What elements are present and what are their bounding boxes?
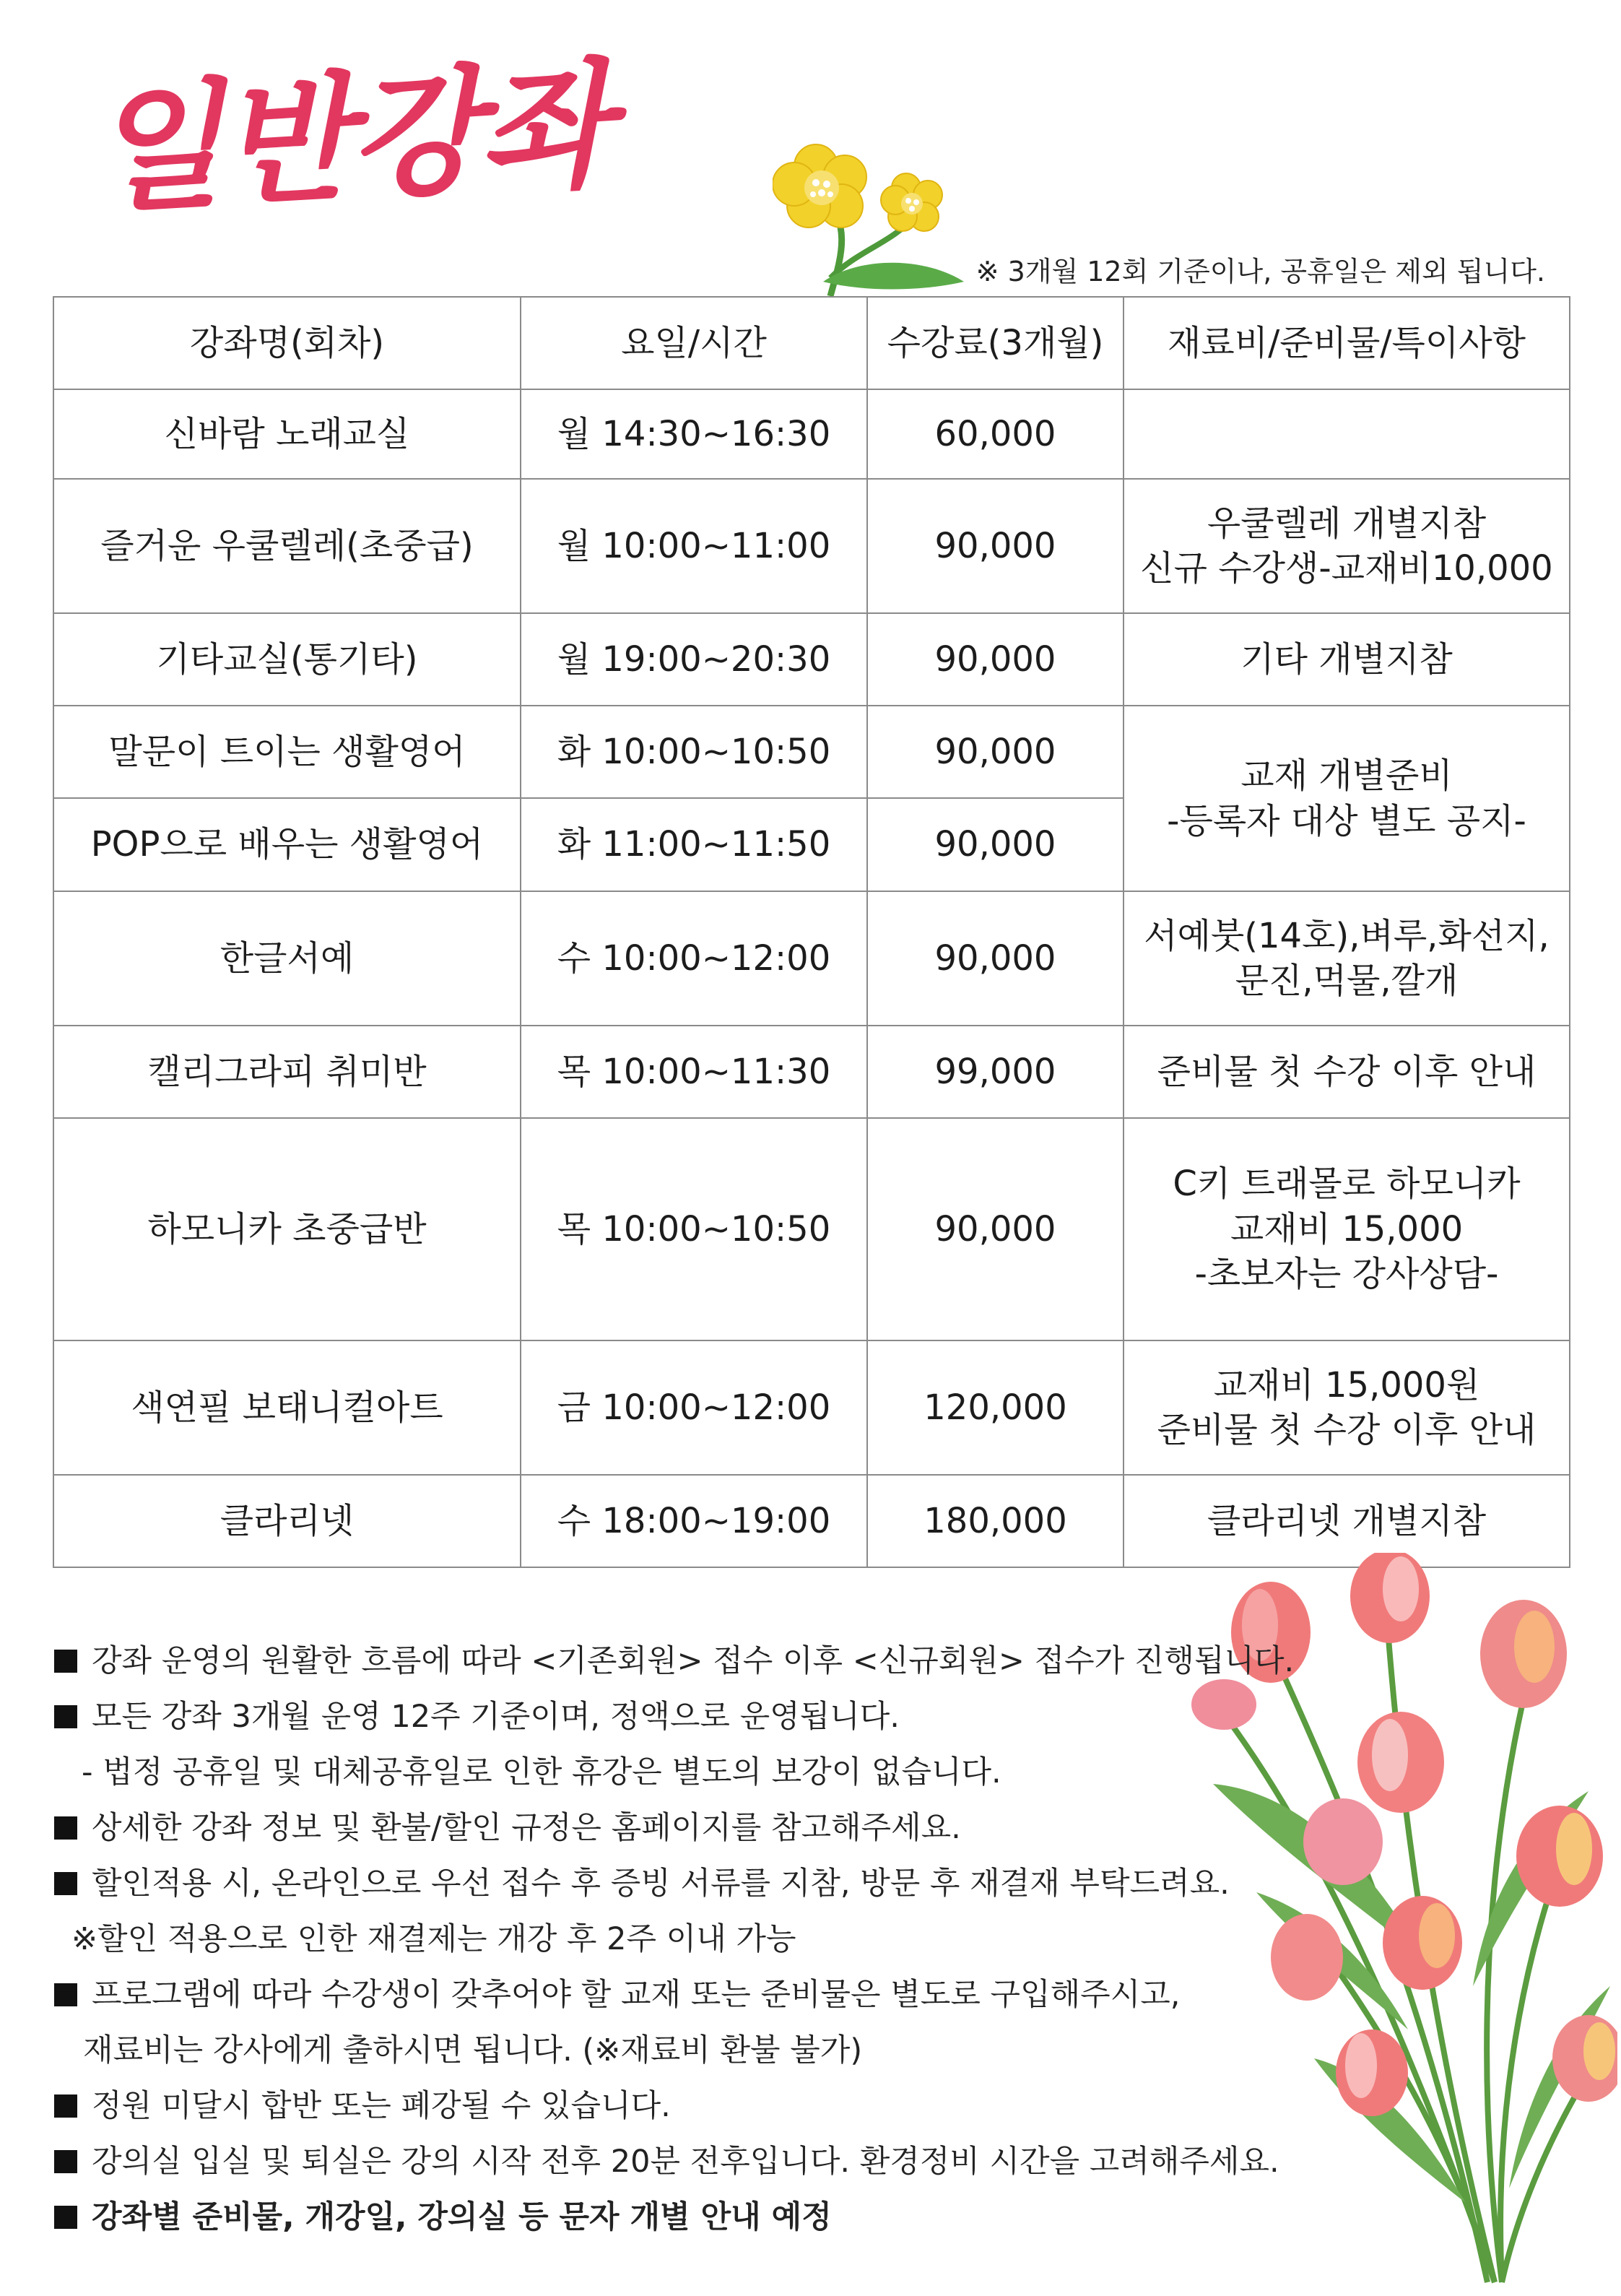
notice-subitem [54,2023,1296,2079]
column-header-course: 강좌명(회차) [53,297,521,389]
course-fee: 90,000 [867,479,1124,613]
column-header-fee: 수강료(3개월) [867,297,1124,389]
course-note [1124,389,1570,479]
column-header-notes: 재료비/준비물/특이사항 [1124,297,1570,389]
course-time: 월 19:00~20:30 [521,613,867,706]
course-time: 수 10:00~12:00 [521,891,867,1026]
notice-subitem [54,1745,1296,1801]
course-name: POP으로 배우는 생활영어 [53,798,521,891]
table-row [53,613,1570,706]
course-name: 색연필 보태니컬아트 [53,1340,521,1475]
course-fee: 90,000 [867,798,1124,891]
course-time: 화 11:00~11:50 [521,798,867,891]
course-time: 목 10:00~10:50 [521,1118,867,1340]
notice-text: 강의실 입실 및 퇴실은 강의 시작 전후 20분 전후입니다. 환경정비 시간을 고려해주세요. [92,2144,1279,2180]
course-name: 신바람 노래교실 [53,389,521,479]
course-fee: 90,000 [867,1118,1124,1340]
course-fee: 60,000 [867,389,1124,479]
table-header-row [53,297,1570,389]
schedule-note: ※ 3개월 12회 기준이나, 공휴일은 제외 됩니다. [975,256,1545,287]
course-note: 교재 개별준비 -등록자 대상 별도 공지- [1124,706,1570,891]
course-name: 클라리넷 [53,1475,521,1567]
notice-item [54,1634,1296,1689]
course-fee: 90,000 [867,891,1124,1026]
notice-item [54,2134,1296,2190]
square-bullet-icon [54,2094,77,2118]
course-time: 목 10:00~11:30 [521,1026,867,1118]
table-row [53,1340,1570,1475]
table-row [53,1118,1570,1340]
notice-text: 상세한 강좌 정보 및 환불/할인 규정은 홈페이지를 참고해주세요. [92,1810,961,1846]
table-row [53,479,1570,613]
course-time: 화 10:00~10:50 [521,706,867,798]
course-note: 교재비 15,000원 준비물 첫 수강 이후 안내 [1124,1340,1570,1475]
notice-text: 할인적용 시, 온라인으로 우선 접수 후 증빙 서류를 지참, 방문 후 재결재 부탁드려요. [92,1866,1230,1902]
notice-item [54,1856,1296,1912]
table-row [53,1026,1570,1118]
square-bullet-icon [54,1816,77,1840]
notice-item [54,2079,1296,2134]
course-name: 하모니카 초중급반 [53,1118,521,1340]
notice-item [54,1801,1296,1856]
notice-text: 강좌 운영의 원활한 흐름에 따라 <기존회원> 접수 이후 <신규회원> 접수가 진행됩니다. [92,1643,1295,1679]
square-bullet-icon [54,2150,77,2173]
notice-item [54,2190,1296,2245]
table-row [53,706,1570,798]
notice-subitem [54,1912,1296,1967]
course-table [53,296,1570,1568]
course-time: 수 18:00~19:00 [521,1475,867,1567]
course-note: 우쿨렐레 개별지참 신규 수강생-교재비10,000 [1124,479,1570,613]
course-fee: 99,000 [867,1026,1124,1118]
column-header-schedule: 요일/시간 [521,297,867,389]
course-name: 한글서예 [53,891,521,1026]
course-fee: 120,000 [867,1340,1124,1475]
course-fee: 90,000 [867,613,1124,706]
square-bullet-icon [54,1983,77,2006]
notice-list [54,1634,1296,2245]
course-name: 기타교실(통기타) [53,613,521,706]
square-bullet-icon [54,1705,77,1728]
course-time: 월 14:30~16:30 [521,389,867,479]
course-note: 준비물 첫 수강 이후 안내 [1124,1026,1570,1118]
course-name: 말문이 트이는 생활영어 [53,706,521,798]
page-title: 일반강좌 [86,43,612,232]
notice-text: - 법정 공휴일 및 대체공휴일로 인한 휴강은 별도의 보강이 없습니다. [82,1754,1001,1790]
course-fee: 180,000 [867,1475,1124,1567]
table-row [53,389,1570,479]
course-note: 클라리넷 개별지참 [1124,1475,1570,1567]
notice-item [54,1689,1296,1745]
course-time: 월 10:00~11:00 [521,479,867,613]
square-bullet-icon [54,1650,77,1673]
course-note: 서예붓(14호),벼루,화선지, 문진,먹물,깔개 [1124,891,1570,1026]
notice-text: 강좌별 준비물, 개강일, 강의실 등 문자 개별 안내 예정 [92,2199,832,2235]
course-name: 캘리그라피 취미반 [53,1026,521,1118]
notice-text: 모든 강좌 3개월 운영 12주 기준이며, 정액으로 운영됩니다. [92,1699,900,1735]
course-note: C키 트래몰로 하모니카 교재비 15,000 -초보자는 강사상담- [1124,1118,1570,1340]
notice-text: 재료비는 강사에게 출하시면 됩니다. (※재료비 환불 불가) [83,2032,863,2068]
yellow-flower-icon [773,134,975,300]
course-name: 즐거운 우쿨렐레(초중급) [53,479,521,613]
table-row [53,891,1570,1026]
notice-text: 정원 미달시 합반 또는 폐강될 수 있습니다. [92,2088,671,2124]
square-bullet-icon [54,2206,77,2229]
notice-text: ※할인 적용으로 인한 재결제는 개강 후 2주 이내 가능 [71,1921,796,1957]
course-fee: 90,000 [867,706,1124,798]
notice-text: 프로그램에 따라 수강생이 갖추어야 할 교재 또는 준비물은 별도로 구입해주시고, [92,1977,1181,2013]
notice-item [54,1967,1296,2023]
course-time: 금 10:00~12:00 [521,1340,867,1475]
course-note: 기타 개별지참 [1124,613,1570,706]
square-bullet-icon [54,1872,77,1895]
